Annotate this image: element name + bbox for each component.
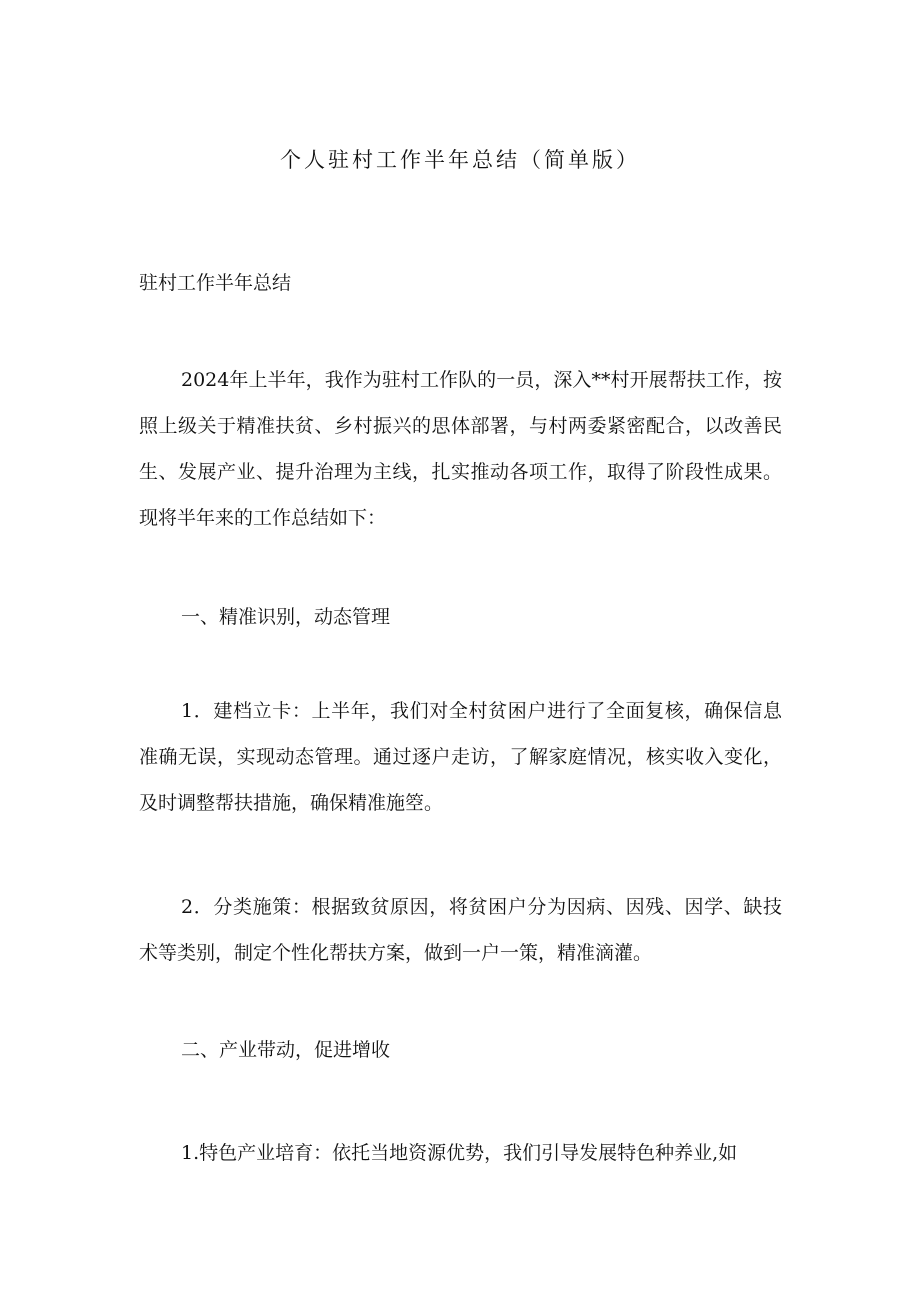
document-title: 个人驻村工作半年总结（简单版） — [280, 148, 640, 172]
section-heading-1: 一、精准识别，动态管理 — [181, 606, 391, 628]
section1-item-2: 2．分类施策：根据致贫原因，将贫困户分为因病、因残、因学、缺技术等类别，制定个性化帮扶方案，做到一户一策，精准滴灌。 — [139, 896, 782, 964]
section2-item-1: 1.特色产业培育：依托当地资源优势，我们引导发展特色种养业,如 — [181, 1142, 738, 1164]
document-subtitle: 驻村工作半年总结 — [139, 272, 292, 294]
intro-paragraph: 2024年上半年，我作为驻村工作队的一员，深入**村开展帮扶工作，按照上级关于精准扶贫、乡村振兴的思体部署，与村两委紧密配合，以改善民生、发展产业、提升治理为主线，扎实推动各项工作，取得了阶段性成果。现将半年来的工作总结如下： — [139, 369, 782, 529]
section-heading-2: 二、产业带动，促进增收 — [181, 1039, 391, 1061]
section1-item-1: 1．建档立卡：上半年，我们对全村贫困户进行了全面复核，确保信息准确无误，实现动态管理。通过逐户走访，了解家庭情况，核实收入变化，及时调整帮扶措施，确保精准施箜。 — [139, 700, 782, 814]
